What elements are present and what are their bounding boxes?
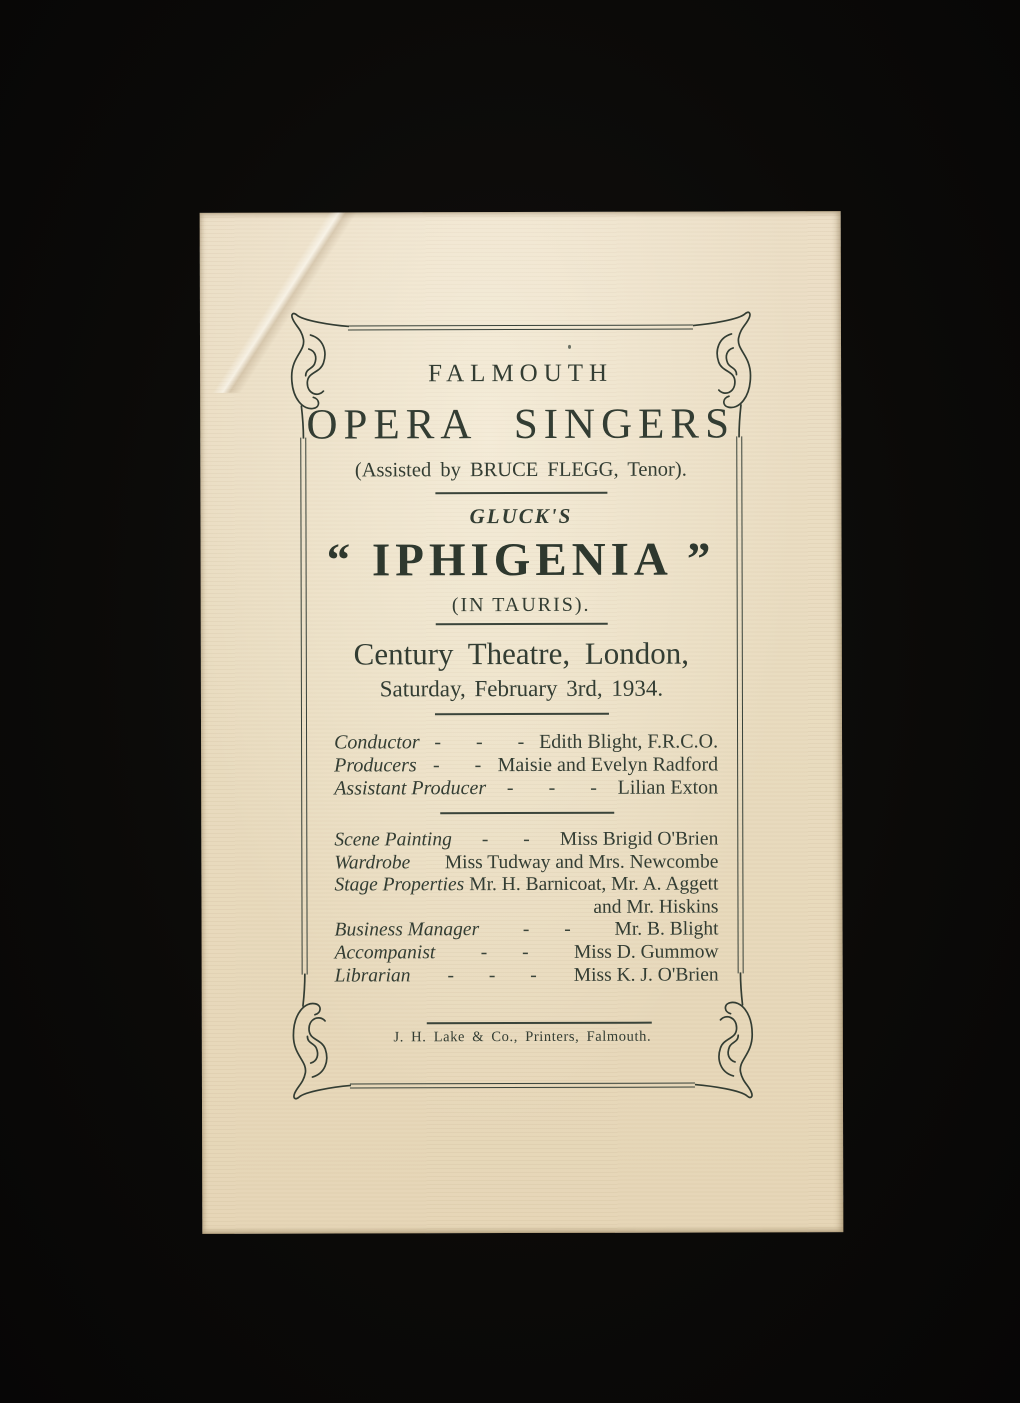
credit-name: Miss K. J. O'Brien xyxy=(573,964,719,986)
credit-dashes: - - xyxy=(432,753,482,777)
programme-paper xyxy=(200,211,844,1234)
credit-name: Miss Tudway and Mrs. Newcombe xyxy=(444,851,719,873)
credit-row xyxy=(335,964,719,988)
credit-dashes: - - xyxy=(480,941,529,964)
divider-rule-printer xyxy=(426,1022,651,1024)
credit-dashes: - - - xyxy=(447,964,537,986)
credit-dashes: - - xyxy=(481,828,530,851)
divider-rule-4 xyxy=(440,812,614,814)
composer-line: GLUCK'S xyxy=(469,503,573,529)
credit-dashes: - - xyxy=(522,919,571,941)
printer-imprint-line: J. H. Lake & Co., Printers, Falmouth. xyxy=(393,1028,652,1046)
assisted-by-line: (Assisted by BRUCE FLEGG, Tenor). xyxy=(354,458,687,482)
venue-line: Century Theatre, London, xyxy=(353,635,690,672)
credit-role: Librarian xyxy=(334,964,411,987)
frame-rule-bottom xyxy=(350,1082,695,1088)
credit-row xyxy=(334,828,718,852)
opera-title: “ IPHIGENIA ” xyxy=(326,533,716,587)
credit-row xyxy=(334,874,718,898)
credit-row xyxy=(334,851,718,875)
society-name-line2: OPERA SINGERS xyxy=(306,400,736,449)
frame-rule-top xyxy=(348,324,693,330)
credit-name: Miss D. Gummow xyxy=(573,941,719,963)
credits-primary xyxy=(334,730,718,799)
credit-row xyxy=(335,919,719,943)
credit-role: Stage Properties xyxy=(334,874,465,896)
credit-dashes xyxy=(334,913,593,914)
credit-name: Mr. B. Blight xyxy=(614,918,719,941)
credit-role: Scene Painting xyxy=(334,829,452,851)
credit-name: Maisie and Evelyn Radford xyxy=(497,753,719,776)
credit-role: Business Manager xyxy=(334,919,480,941)
date-line: Saturday, February 3rd, 1934. xyxy=(379,675,664,702)
opera-subtitle: (IN TAURIS). xyxy=(451,593,591,617)
credit-role: Conductor xyxy=(334,731,420,754)
credits-production xyxy=(334,828,718,987)
credit-role: Producers xyxy=(334,754,417,777)
credit-name: Lilian Exton xyxy=(617,776,719,799)
ink-speck xyxy=(568,345,571,349)
credit-name: Miss Brigid O'Brien xyxy=(559,828,719,850)
credit-name: and Mr. Hiskins xyxy=(593,896,719,918)
credit-row-continuation xyxy=(334,896,718,920)
credit-row xyxy=(334,776,718,800)
credit-role: Assistant Producer xyxy=(334,776,487,800)
credit-role: Wardrobe xyxy=(334,851,411,874)
divider-rule-1 xyxy=(435,492,607,494)
divider-rule-2 xyxy=(435,623,607,625)
credit-dashes: - - - xyxy=(506,776,597,799)
credit-name: Edith Blight, F.R.C.O. xyxy=(539,730,719,753)
divider-rule-3 xyxy=(434,713,608,715)
credit-dashes: - - - xyxy=(434,730,525,754)
society-name-line1: FALMOUTH xyxy=(428,359,614,388)
credit-row xyxy=(335,941,719,965)
credit-role: Accompanist xyxy=(334,942,436,964)
credit-name: Mr. H. Barnicoat, Mr. A. Aggett xyxy=(469,873,719,896)
credit-row xyxy=(334,730,718,754)
credit-row xyxy=(334,753,718,777)
